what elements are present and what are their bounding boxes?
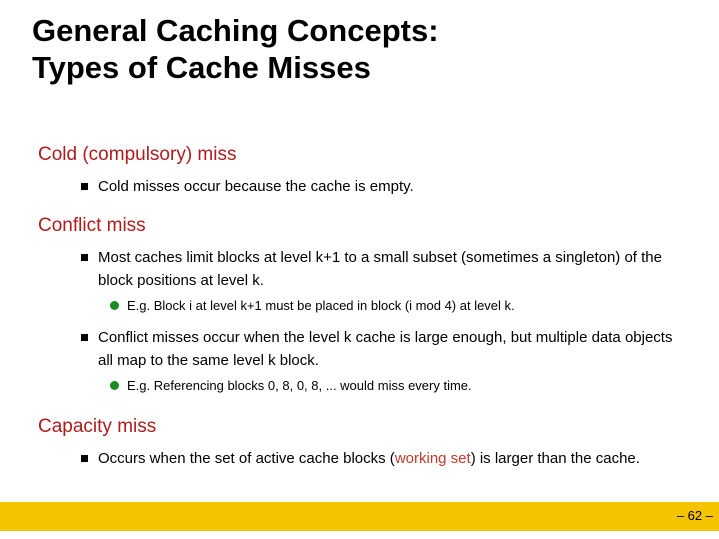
footer-bar — [0, 502, 719, 531]
cold-bullet-1 — [81, 175, 681, 198]
round-bullet-icon — [110, 301, 119, 310]
cold-bullet-1-text: Cold misses occur because the cache is empty. — [98, 178, 414, 195]
square-bullet-icon — [81, 334, 88, 341]
heading-capacity-miss: Capacity miss — [38, 416, 157, 437]
slide-title-line1: General Caching Concepts: — [32, 13, 439, 48]
heading-cold-miss: Cold (compulsory) miss — [38, 144, 237, 165]
working-set-highlight: working set — [394, 450, 471, 467]
heading-conflict-miss: Conflict miss — [38, 215, 146, 236]
conflict-bullet-2-sub — [110, 377, 670, 395]
conflict-bullet-1 — [81, 246, 681, 292]
capacity-bullet-1 — [81, 447, 681, 470]
slide-title-line2: Types of Cache Misses — [32, 50, 371, 85]
round-bullet-icon — [110, 381, 119, 390]
capacity-text-after: ) is larger than the cache. — [470, 450, 640, 467]
conflict-bullet-2-sub-text: E.g. Referencing blocks 0, 8, 0, 8, ... would miss every time. — [127, 378, 472, 393]
square-bullet-icon — [81, 183, 88, 190]
square-bullet-icon — [81, 254, 88, 261]
conflict-bullet-2 — [81, 326, 681, 372]
square-bullet-icon — [81, 455, 88, 462]
conflict-bullet-2-text: Conflict misses occur when the level k cache is large enough, but multiple data objects all map to the same level k block. — [98, 329, 673, 369]
conflict-bullet-1-sub — [110, 297, 670, 315]
conflict-bullet-1-sub-text: E.g. Block i at level k+1 must be placed in block (i mod 4) at level k. — [127, 298, 515, 313]
page-number: – 62 – — [676, 508, 713, 523]
conflict-bullet-1-text: Most caches limit blocks at level k+1 to a small subset (sometimes a singleton) of the block positions at level k. — [98, 249, 662, 289]
capacity-text-before: Occurs when the set of active cache blocks ( — [98, 450, 395, 467]
slide-title — [32, 12, 439, 86]
capacity-bullet-1-text — [98, 447, 681, 470]
